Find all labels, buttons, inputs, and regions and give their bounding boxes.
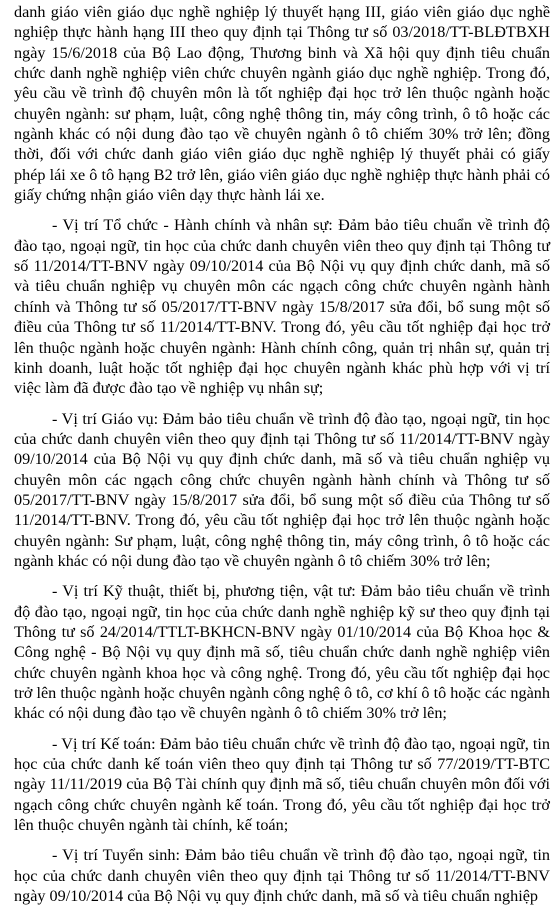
paragraph-hr-position: - Vị trí Tổ chức - Hành chính và nhân sự: Đảm bảo tiêu chuẩn về trình độ đào tạo, ngoại ngữ, tin học của chức danh chuyên viên theo quy định tại Thông tư số 11/2014/TT-BNV ngày 09/10/2014 của Bộ Nội vụ quy định chức danh, mã số và tiêu chuẩn nghiệp vụ chuyên môn các ngạch công chức chuyên ngành hành chính và Thông tư số 05/2017/TT-BNV ngày 15/8/2017 sửa đổi, bổ sung một số điều của Thông tư số 11/2014/TT-BNV. Trong đó, yêu cầu tốt nghiệp đại học trở lên thuộc ngành hoặc chuyên ngành: Hành chính công, quản trị nhân sự, quản trị kinh doanh, luật hoặc tốt nghiệp đại học chuyên ngành khác phù hợp với vị trí việc làm đã được đào tạo về nghiệp vụ nhân sự; xyxy=(14,216,550,398)
paragraph-admissions-position: - Vị trí Tuyển sinh: Đảm bảo tiêu chuẩn về trình độ đào tạo, ngoại ngữ, tin học của chức danh chuyên viên theo quy định tại Thông tư số 11/2014/TT-BNV ngày 09/10/2014 của Bộ Nội vụ quy định chức danh, mã số và tiêu chuẩn nghiệp xyxy=(14,846,550,906)
paragraph-academic-affairs-position: - Vị trí Giáo vụ: Đảm bảo tiêu chuẩn về trình độ đào tạo, ngoại ngữ, tin học của chức danh chuyên viên theo quy định tại Thông tư số 11/2014/TT-BNV ngày 09/10/2014 của Bộ Nội vụ quy định chức danh, mã số và tiêu chuẩn nghiệp vụ chuyên môn các ngạch công chức chuyên ngành hành chính và Thông tư số 05/2017/TT-BNV ngày 15/8/2017 sửa đổi, bổ sung một số điều của Thông tư số 11/2014/TT-BNV. Trong đó, yêu cầu tốt nghiệp đại học trở lên thuộc ngành hoặc chuyên ngành: Sư phạm, luật, công nghệ thông tin, máy công trình, ô tô hoặc các ngành khác có nội dung đào tạo về chuyên ngành ô tô chiếm 30% trở lên; xyxy=(14,409,550,570)
paragraph-accounting-position: - Vị trí Kế toán: Đảm bảo tiêu chuẩn chức về trình độ đào tạo, ngoại ngữ, tin học của chức danh kế toán viên theo quy định tại Thông tư số 77/2019/TT-BTC ngày 11/11/2019 của Bộ Tài chính quy định mã số, tiêu chuẩn chuyên môn đối với ngạch công chức chuyên ngành kế toán. Trong đó, yêu cầu tốt nghiệp đại học trở lên thuộc chuyên ngành tài chính, kế toán; xyxy=(14,734,550,835)
paragraph-teacher-requirements: danh giáo viên giáo dục nghề nghiệp lý thuyết hạng III, giáo viên giáo dục nghề nghiệp thực hành hạng III theo quy định tại Thông tư số 03/2018/TT-BLĐTBXH ngày 15/6/2018 của Bộ Lao động, Thương binh và Xã hội quy định tiêu chuẩn chức danh nghề nghiệp viên chức chuyên ngành giáo dục nghề nghiệp. Trong đó, yêu cầu về trình độ chuyên môn là tốt nghiệp đại học trở lên thuộc ngành hoặc chuyên ngành: sư phạm, luật, công nghệ thông tin, máy công trình, ô tô hoặc các ngành khác có nội dung đào tạo về chuyên ngành ô tô chiếm 30% trở lên; đồng thời, đối với chức danh giáo viên giáo dục nghề nghiệp lý thuyết phải có giấy phép lái xe ô tô hạng B2 trở lên, giáo viên giáo dục nghề nghiệp thực hành phải có giấy chứng nhận giáo viên dạy thực hành lái xe. xyxy=(14,3,550,205)
paragraph-technical-position: - Vị trí Kỹ thuật, thiết bị, phương tiện, vật tư: Đảm bảo tiêu chuẩn về trình độ đào tạo, ngoại ngữ, tin học của chức danh nghề nghiệp kỹ sư theo quy định tại Thông tư số 24/2014/TTLT-BKHCN-BNV ngày 01/10/2014 của Bộ Khoa học & Công nghệ - Bộ Nội vụ quy định mã số, tiêu chuẩn chức danh nghề nghiệp viên chức chuyên ngành khoa học và công nghệ. Trong đó, yêu cầu tốt nghiệp đại học trở lên thuộc ngành hoặc chuyên ngành công nghệ ô tô, cơ khí ô tô hoặc các ngành khác có nội dung đào tạo về chuyên ngành ô tô chiếm 30% trở lên; xyxy=(14,582,550,723)
document-page xyxy=(14,2,550,916)
